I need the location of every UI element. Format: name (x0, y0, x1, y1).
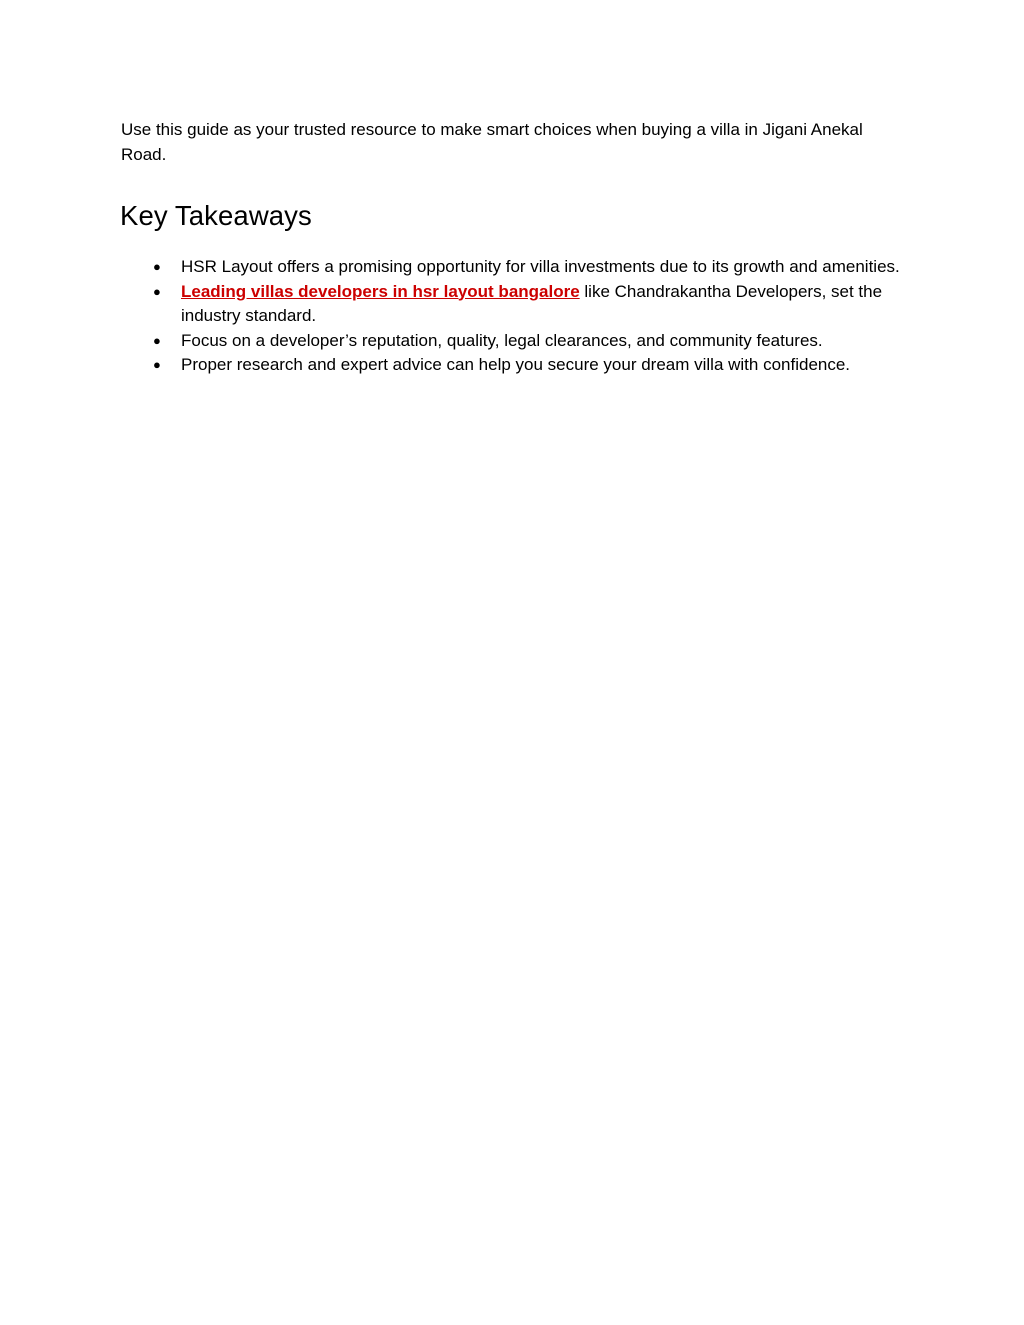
list-item-text: like Chandrakantha Developers, set the industry standard. (181, 281, 883, 325)
bullet-icon: ● (153, 357, 161, 372)
developers-link[interactable]: Leading villas developers in hsr layout bangalore (181, 281, 580, 301)
list-item (0, 329, 901, 354)
section-heading: Key Takeaways (120, 200, 312, 231)
list-item-text: Focus on a developer’s reputation, quality, legal clearances, and community features. (181, 330, 823, 350)
list-item-text: HSR Layout offers a promising opportunity for villa investments due to its growth and amenities. (181, 257, 900, 276)
bullet-icon: ● (153, 259, 161, 274)
list-item (0, 280, 901, 329)
key-takeaways-list (0, 255, 1024, 378)
list-item (0, 255, 901, 280)
bullet-icon: ● (153, 283, 161, 299)
bullet-icon: ● (153, 332, 161, 348)
list-item (0, 353, 901, 378)
list-item-text: Proper research and expert advice can help you secure your dream villa with confidence. (181, 355, 851, 374)
intro-paragraph: Use this guide as your trusted resource to make smart choices when buying a villa in Jigani Anekal Road. (121, 120, 863, 164)
